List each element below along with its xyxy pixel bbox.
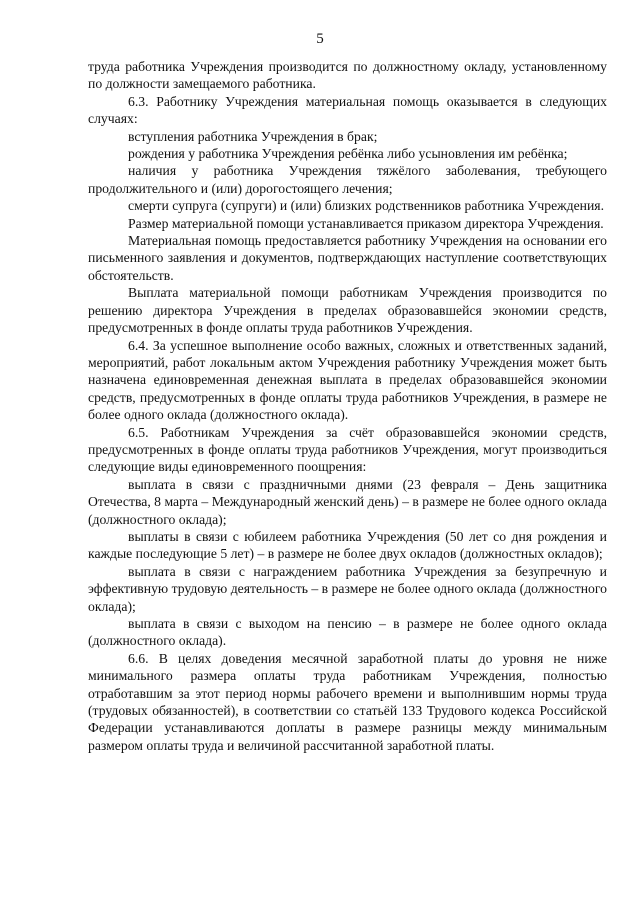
paragraph-6-3: 6.3. Работнику Учреждения материальная помощь оказывается в следующих случаях: — [88, 93, 607, 127]
paragraph-aid-amount: Размер материальной помощи устанавливается приказом директора Учреждения. — [128, 215, 604, 231]
paragraph-6-5: 6.5. Работникам Учреждения за счёт образовавшейся экономии средств, предусмотренных в фонде оплаты труда работников Учреждения, могут производиться следующие виды единовременного поощрения: — [88, 424, 607, 475]
paragraph-6-4: 6.4. За успешное выполнение особо важных, сложных и ответственных заданий, мероприятий, работ локальным актом Учреждения работнику Учреждения может быть назначена единовременная денежная выплата в пределах образовавшейся экономии средств, предусмотренных в фонде оплаты труда работников Учреждения, в размере не более одного оклада (должностного оклада). — [88, 337, 607, 423]
paragraph-aid-basis: Материальная помощь предоставляется работнику Учреждения на основании его письменного заявления и документов, подтверждающих наступление соответствующих обстоятельств. — [88, 233, 607, 283]
paragraph-continuation: труда работника Учреждения производится по должностному окладу, установленному по должности замещаемого работника. — [88, 59, 607, 92]
case-death: смерти супруга (супруги) и (или) близких родственников работника Учреждения. — [128, 198, 605, 214]
document-body — [88, 58, 607, 754]
case-illness: наличия у работника Учреждения тяжёлого заболевания, требующего продолжительного и (или) дорогостоящего лечения; — [88, 163, 607, 196]
paragraph-6-6: 6.6. В целях доведения месячной заработной платы до уровня не ниже минимального размера оплаты труда работникам Учреждения, полностью отработавшим за этот период нормы рабочего времени и выполнившим нормы труда (трудовых обязанностей), в соответствии со статьёй 133 Трудового кодекса Российской Федерации устанавливаются доплаты в размере разницы между минимальным размером оплаты труда и величиной рассчитанной заработной платы. — [88, 650, 607, 753]
bonus-holidays: выплата в связи с праздничными днями (23 февраля – День защитника Отечества, 8 марта – Международный женский день) – в размере не более одного оклада (должностного оклада); — [88, 476, 607, 527]
bonus-retirement: выплата в связи с выходом на пенсию – в размере не более одного оклада (должностного оклада). — [88, 616, 607, 649]
bonus-award: выплата в связи с награждением работника Учреждения за безупречную и эффективную трудовую деятельность – в размере не более одного оклада (должностного оклада); — [88, 563, 607, 614]
case-childbirth: рождения у работника Учреждения ребёнка либо усыновления им ребёнка; — [128, 146, 568, 162]
case-marriage: вступления работника Учреждения в брак; — [128, 128, 378, 144]
paragraph-aid-payment: Выплата материальной помощи работникам Учреждения производится по решению директора Учреждения в пределах образовавшейся экономии средств, предусмотренных в фонде оплаты труда работников Учреждения. — [88, 285, 607, 336]
page-number: 5 — [316, 31, 324, 47]
bonus-anniversary: выплаты в связи с юбилеем работника Учреждения (50 лет со дня рождения и каждые последующие 5 лет) – в размере не более двух окладов (должностных окладов); — [88, 528, 607, 562]
